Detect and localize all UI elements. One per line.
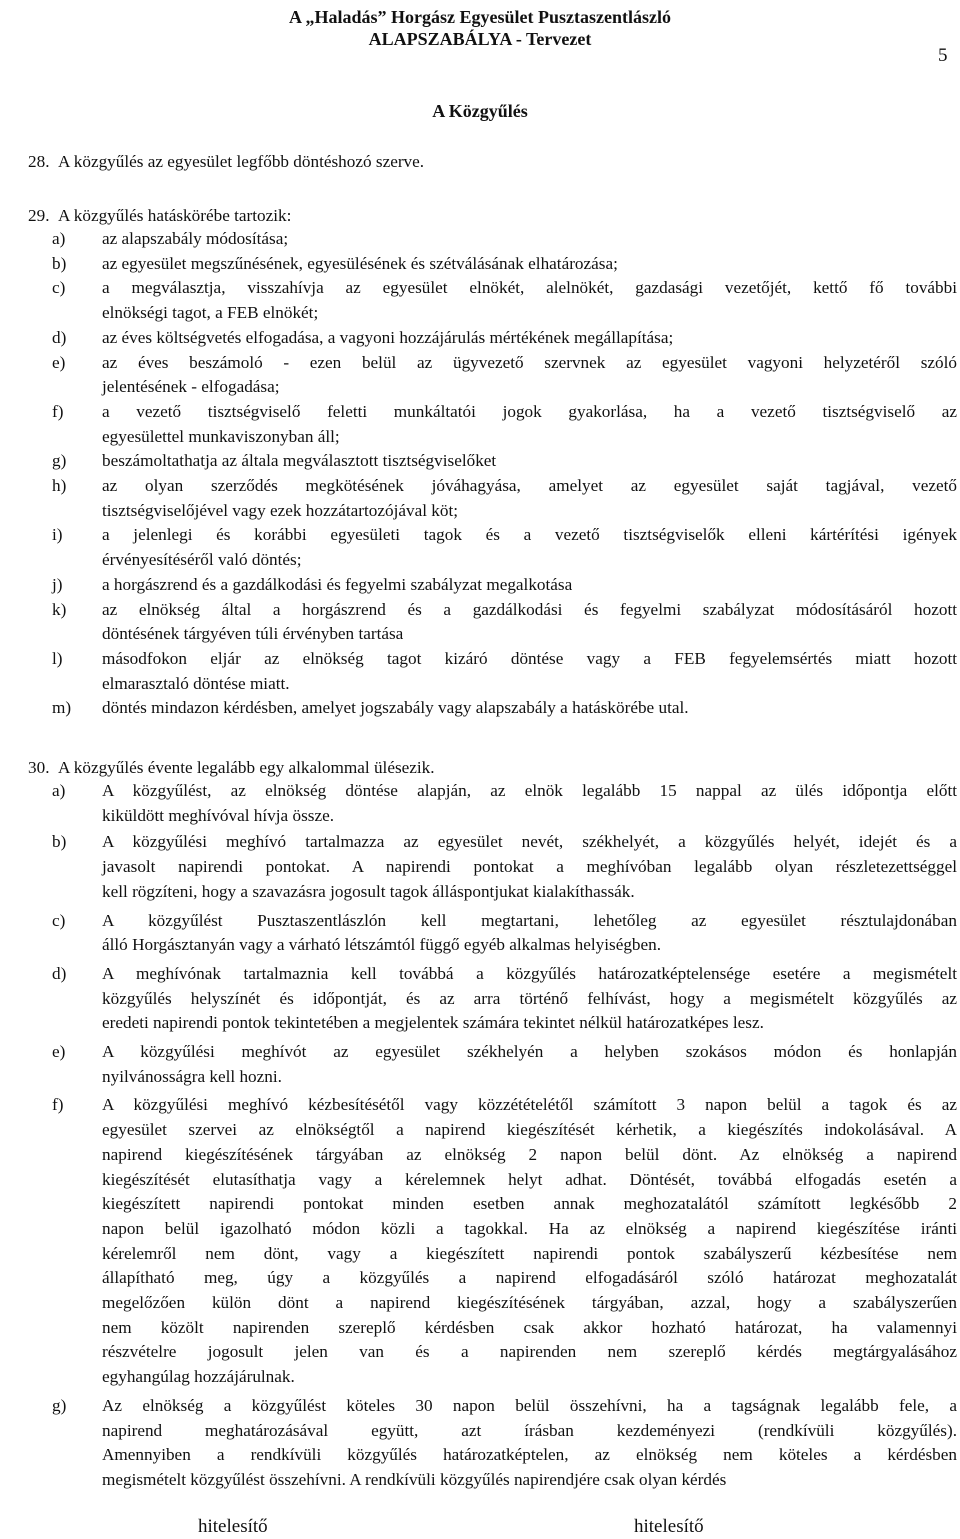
list-item-text: napirend meghatározásával együtt, azt írásban kezdeményezi (rendkívüli közgyűlés).: [102, 1420, 957, 1440]
list-item-text: megismételt közgyűlést összehívni. A rendkívüli közgyűlés napirendjére csak olyan kérdés: [102, 1469, 727, 1489]
list-item-text: az egyesület megszűnésének, egyesülésének és szétválásának elhatározása;: [102, 253, 618, 273]
p30-text: A közgyűlés évente legalább egy alkalommal ülésezik.: [58, 758, 435, 777]
list-item-text: az olyan szerződés megkötésének jóváhagyása, amelyet az egyesület saját tagjával, vezető: [102, 476, 957, 495]
list-item-text: A közgyűlési meghívó tartalmazza az egyesület nevét, székhelyét, a közgyűlés helyét, idejét és a: [102, 832, 957, 852]
list-item-text: a horgászrend és a gazdálkodási és fegyelmi szabályzat megalkotása: [102, 574, 573, 594]
list-item-text: kiegészített napirendi pontokat minden esetben annak meghozatalától számított legkésőbb 2: [102, 1194, 957, 1214]
list-item-text: Amennyiben a rendkívüli közgyűlés határozatképtelen, az elnökség nem köteles a kérdésben: [102, 1445, 957, 1465]
list-item-label: d): [52, 327, 67, 347]
list-item-text: tisztségviselőjével vagy ezek hozzátartozójával köt;: [102, 500, 459, 520]
list-item-text: álló Horgásztanyán vagy a várható létszámtól függő egyéb alkalmas helyiségben.: [102, 935, 662, 955]
list-item-label: k): [52, 599, 67, 619]
list-item-label: g): [52, 1395, 67, 1415]
p29-text: A közgyűlés hatáskörébe tartozik:: [58, 206, 292, 225]
list-item-text: döntésének tárgyéven túli érvényben tartása: [102, 624, 404, 644]
list-item-text: jelentésének - elfogadása;: [102, 377, 280, 397]
list-item-label: m): [52, 698, 72, 718]
list-item-text: A közgyűlési meghívó kézbesítésétől vagy közzétételétől számított 3 napon belül a tagok és az: [102, 1095, 957, 1115]
list-item-label: i): [52, 525, 63, 545]
list-item-label: e): [52, 1042, 66, 1061]
list-item-text: napirend kiegészítésének tárgyában az elnökség 2 napon belül dönt. Az elnökség a napirend: [102, 1144, 957, 1164]
list-item-text: közgyűlés helyszínét és időpontját, és az arra történő felhívást, hogy a megismételt közgyűlés az: [102, 988, 957, 1008]
list-item-text: A közgyűlési meghívót az egyesület székhelyén a helyben szokásos módon és honlapján: [102, 1042, 957, 1061]
list-item-text: elnökségi tagot, a FEB elnökét;: [102, 303, 319, 323]
p29-number: 29.: [28, 206, 50, 225]
list-item-label: f): [52, 1095, 64, 1115]
list-item-label: l): [52, 648, 63, 668]
p28-number: 28.: [28, 152, 50, 171]
list-item-label: b): [52, 832, 67, 852]
page-number: 5: [938, 45, 948, 66]
list-item-text: másodfokon eljár az elnökség tagot kizáró döntése vagy a FEB fegyelemsértés miatt hozott: [102, 648, 957, 668]
section-title: A Közgyűlés: [432, 101, 528, 121]
list-item-text: döntés mindazon kérdésben, amelyet jogszabály vagy alapszabály a hatáskörébe utal.: [102, 698, 689, 718]
p30-number: 30.: [28, 758, 50, 777]
list-item-text: kell rögzíteni, hogy a szavazásra jogosult tagok álláspontjukat kialakíthassák.: [102, 881, 635, 901]
list-item-text: eredeti napirendi pontok tekintetében a megjelentek számára tekintet nélkül határozatképes lesz.: [102, 1013, 764, 1033]
list-item-label: j): [52, 574, 63, 594]
list-item-text: állapítható meg, úgy a közgyűlés a napirend elfogadásáról szóló határozat meghozatalát: [102, 1268, 957, 1288]
list-item-text: A közgyűlést, az elnökség döntése alapján, az elnök legalább 15 nappal az ülés időpontja előtt: [102, 781, 957, 800]
list-item-text: A közgyűlést Pusztaszentlászlón kell megtartani, lehetőleg az egyesület résztulajdonában: [102, 910, 957, 930]
list-item-text: egyesület szervei az elnökségtől a napirend kiegészítését kérhetik, a kiegészítés indokolásával. A: [102, 1120, 957, 1140]
list-item-text: az alapszabály módosítása;: [102, 229, 289, 248]
list-item-text: a vezető tisztségviselő feletti munkáltatói jogok gyakorlása, ha a vezető tisztségviselő az: [102, 401, 957, 421]
list-item-text: nem közölt napirenden szereplő kérdésben csak akkor hozható határozat, ha valamennyi: [102, 1317, 957, 1337]
list-item-label: a): [52, 229, 66, 248]
list-item-text: megelőzően külön dönt a napirend kiegészítésének tárgyában, azzal, hogy a szabályszerűen: [102, 1293, 957, 1312]
list-item-text: nyilvánosságra kell hozni.: [102, 1066, 282, 1086]
list-item-text: kiegészítését elutasíthatja vagy a kérelemnek helyt adhat. Döntését, továbbá elfogadás esetén a: [102, 1169, 957, 1189]
list-item-text: a jelenlegi és korábbi egyesületi tagok és a vezető tisztségviselők elleni kártérítési igények: [102, 525, 957, 545]
list-item-text: érvényesítéséről való döntés;: [102, 550, 302, 570]
list-item-label: d): [52, 963, 67, 983]
list-item-text: kiküldött meghívóval hívja össze.: [102, 805, 334, 825]
list-item-label: e): [52, 352, 66, 372]
list-item-text: az éves költségvetés elfogadása, a vagyoni hozzájárulás mértékének megállapítása;: [102, 327, 674, 347]
list-item-label: f): [52, 401, 64, 421]
list-item-label: a): [52, 781, 66, 800]
list-item-text: elmarasztaló döntése miatt.: [102, 673, 290, 693]
footer-signature-left: hitelesítő: [198, 1516, 268, 1537]
list-item-label: h): [52, 476, 67, 495]
list-item-label: b): [52, 253, 67, 273]
footer-signature-right: hitelesítő: [634, 1516, 704, 1537]
list-item-text: beszámoltathatja az általa megválasztott tisztségviselőket: [102, 451, 497, 471]
list-item-label: c): [52, 910, 66, 930]
list-item-text: a megválasztja, visszahívja az egyesület elnökét, alelnökét, gazdasági vezetőjét, kettő fő további: [102, 278, 957, 298]
header-subtitle: ALAPSZABÁLYA - Tervezet: [368, 29, 592, 49]
p28-text: A közgyűlés az egyesület legfőbb döntéshozó szerve.: [58, 152, 425, 171]
header-title: A „Haladás” Horgász Egyesület Pusztaszentlászló: [289, 7, 671, 27]
list-item-text: részvételre jogosult jelen van és a napirenden nem szereplő kérdés megtárgyalásához: [102, 1342, 957, 1362]
list-item-text: A meghívónak tartalmaznia kell továbbá a közgyűlés határozatképtelensége esetére a megismételt: [102, 963, 957, 983]
list-item-label: g): [52, 451, 67, 471]
list-item-text: javasolt napirendi pontokat. A napirendi pontokat a meghívóban legalább olyan részletezettséggel: [102, 857, 957, 877]
list-item-text: az elnökség által a horgászrend és a gazdálkodási és fegyelmi szabályzat módosításáról hozott: [102, 599, 957, 619]
list-item-text: egyesülettel munkaviszonyban áll;: [102, 426, 340, 446]
list-item-text: Az elnökség a közgyűlést köteles 30 napon belül összehívni, ha a tagságnak legalább fele, a: [102, 1395, 957, 1415]
list-item-label: c): [52, 278, 66, 298]
list-item-text: kérelemről nem dönt, vagy a kiegészített napirendi pontok szabályszerű kézbesítése nem: [102, 1243, 957, 1263]
list-item-text: napon belül igazolható módon közli a tagokkal. Ha az elnökség a napirend kiegészítése iránti: [102, 1218, 957, 1238]
list-item-text: egyhangúlag hozzájárulnak.: [102, 1367, 295, 1387]
list-item-text: az éves beszámoló - ezen belül az ügyvezető szervnek az egyesület vagyoni helyzetéről szóló: [102, 352, 957, 372]
